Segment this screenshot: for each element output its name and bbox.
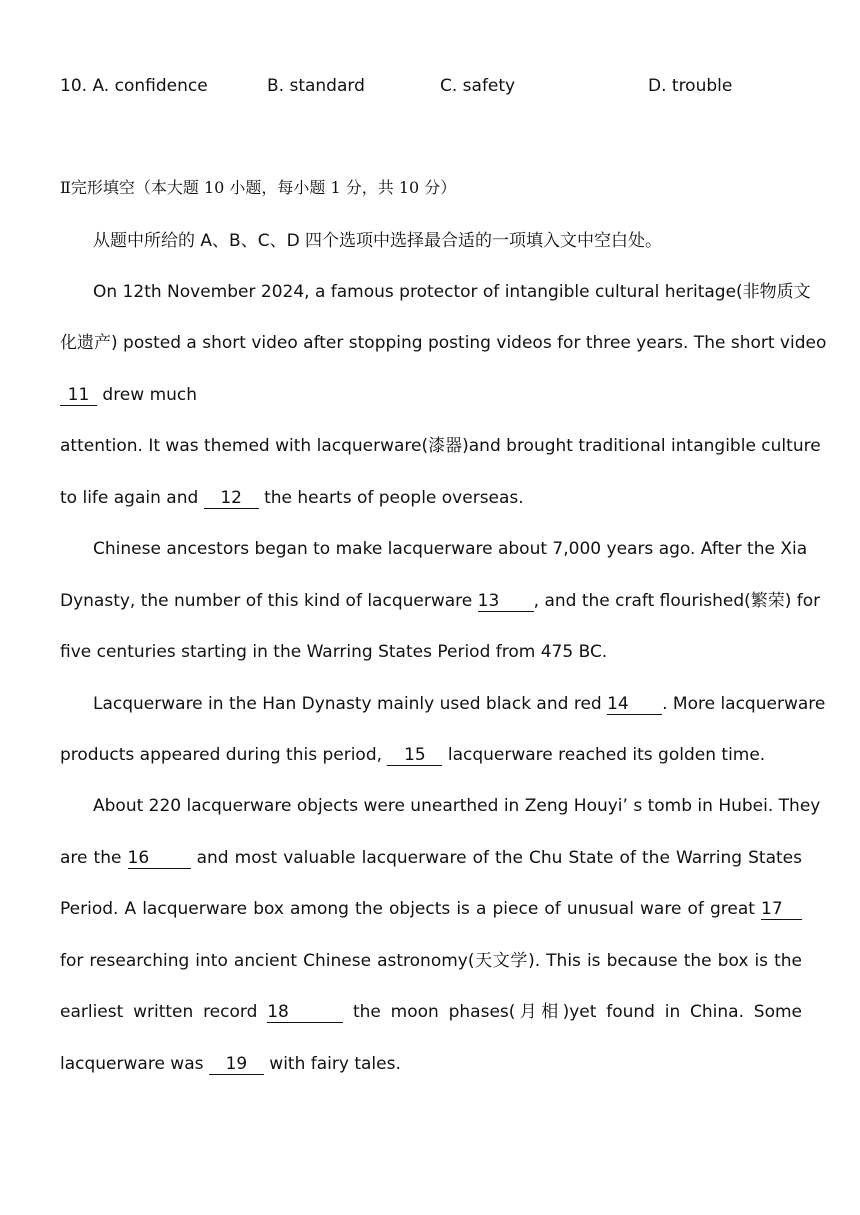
passage-line: earliest written record 18 the moon phases(月相)yet found in China. Some bbox=[60, 1002, 802, 1022]
passage-line: five centuries starting in the Warring States Period from 475 BC. bbox=[60, 642, 608, 662]
question-number: 10. bbox=[60, 76, 88, 96]
passage-line: lacquerware was 19 with fairy tales. bbox=[60, 1054, 401, 1074]
passage-line: About 220 lacquerware objects were unearthed in Zeng Houyi’ s tomb in Hubei. They bbox=[93, 796, 821, 816]
section-title: Ⅱ完形填空（本大题 10 小题，每小题 1 分，共 10 分） bbox=[60, 178, 457, 197]
passage-line: 化遗产) posted a short video after stopping posting videos for three years. The short video bbox=[60, 333, 827, 353]
blank-17: 17 bbox=[761, 900, 802, 920]
passage-line: On 12th November 2024, a famous protector of intangible cultural heritage(非物质文 bbox=[93, 282, 811, 302]
blank-18: 18 bbox=[267, 1003, 343, 1023]
passage-line: to life again and 12 the hearts of people overseas. bbox=[60, 488, 524, 508]
blank-13: 13 bbox=[478, 592, 534, 612]
question-10-option-a bbox=[60, 74, 208, 98]
blank-19: 19 bbox=[209, 1055, 264, 1075]
blank-15: 15 bbox=[387, 746, 442, 766]
passage-line: are the 16 and most valuable lacquerware of the Chu State of the Warring States bbox=[60, 848, 802, 868]
passage-line: Period. A lacquerware box among the objects is a piece of unusual ware of great 17 bbox=[60, 897, 802, 921]
option-c: C. safety bbox=[440, 76, 516, 96]
option-a: A. confidence bbox=[92, 76, 208, 96]
passage-line: attention. It was themed with lacquerware(漆器)and brought traditional intangible culture bbox=[60, 436, 821, 456]
passage-line: Dynasty, the number of this kind of lacquerware 13 , and the craft flourished(繁荣) for bbox=[60, 591, 821, 611]
passage-line: products appeared during this period, 15 lacquerware reached its golden time. bbox=[60, 745, 766, 765]
passage-line: 11 drew much bbox=[60, 383, 802, 407]
option-d: D. trouble bbox=[648, 76, 733, 96]
passage-line: for researching into ancient Chinese astronomy(天文学). This is because the box is the bbox=[60, 951, 802, 971]
blank-11: 11 bbox=[60, 386, 97, 406]
blank-16: 16 bbox=[128, 849, 191, 869]
section-instruction: 从题中所给的 A、B、C、D 四个选项中选择最合适的一项填入文中空白处。 bbox=[93, 231, 663, 251]
passage-line: Chinese ancestors began to make lacquerware about 7,000 years ago. After the Xia bbox=[93, 539, 808, 559]
blank-14: 14 bbox=[607, 695, 662, 715]
option-b: B. standard bbox=[267, 76, 365, 96]
passage-line: Lacquerware in the Han Dynasty mainly used black and red 14 . More lacquerware bbox=[93, 694, 826, 714]
blank-12: 12 bbox=[204, 489, 259, 509]
